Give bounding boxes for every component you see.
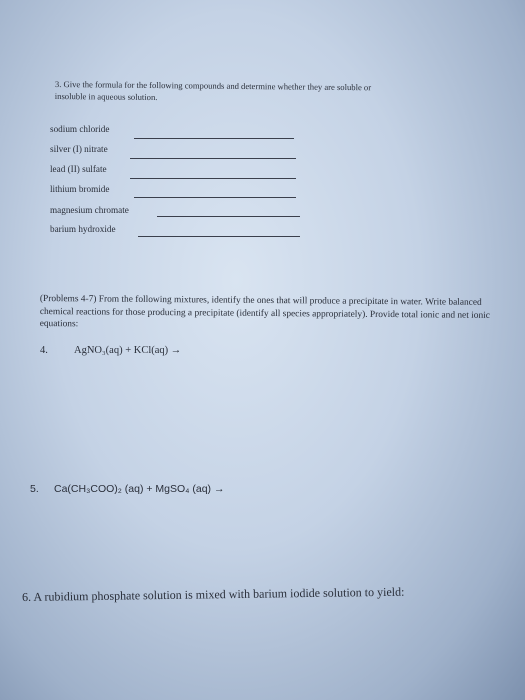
- answer-blank-sodium-chloride[interactable]: [134, 138, 294, 139]
- problems-4-7-instructions: (Problems 4-7) From the following mixtures, identify the ones that will produce a precipitate in water. Write balanced chemical reactions for those producing a precipitate (identify all species appropriately). Provide total ionic and net ionic equations:: [39, 293, 490, 330]
- compound-label-barium-hydroxide: barium hydroxide: [50, 224, 116, 234]
- compound-label-magnesium-chromate: magnesium chromate: [50, 205, 129, 215]
- question-5: [30, 483, 224, 495]
- compound-label-silver-nitrate: silver (I) nitrate: [50, 144, 108, 154]
- answer-blank-magnesium-chromate[interactable]: [157, 216, 300, 217]
- question-3-prompt: [55, 78, 371, 105]
- answer-blank-lead-sulfate[interactable]: [130, 178, 296, 179]
- answer-blank-lithium-bromide[interactable]: [134, 197, 296, 198]
- question-5-equation: Ca(CH₃COO)₂ (aq) + MgSO₄ (aq) →: [54, 483, 225, 495]
- compound-label-sodium-chloride: sodium chloride: [50, 124, 110, 134]
- question-4: [40, 345, 181, 356]
- compound-label-lithium-bromide: lithium bromide: [50, 184, 110, 194]
- question-4-number: 4.: [40, 345, 48, 356]
- compound-label-lead-sulfate: lead (II) sulfate: [50, 164, 107, 174]
- question-3-prompt-line2: insoluble in aqueous solution.: [54, 90, 158, 103]
- answer-blank-barium-hydroxide[interactable]: [138, 236, 300, 237]
- question-5-number: 5.: [30, 483, 39, 495]
- question-6: 6. A rubidium phosphate solution is mixed with barium iodide solution to yield:: [22, 584, 405, 604]
- question-3-prompt-line1: 3. Give the formula for the following compounds and determine whether they are soluble or: [54, 78, 372, 93]
- answer-blank-silver-nitrate[interactable]: [130, 158, 296, 159]
- question-4-equation: AgNO₃(aq) + KCl(aq) →: [74, 345, 182, 356]
